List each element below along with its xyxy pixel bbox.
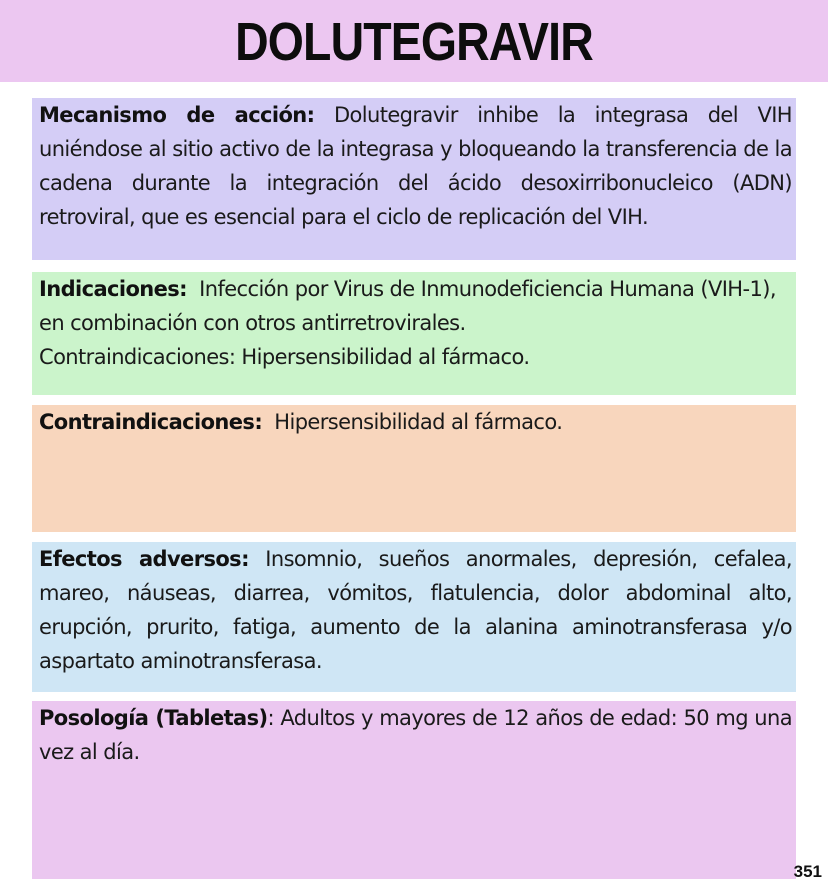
contraindicaciones-section (32, 405, 796, 532)
efectos-text: Insomnio, sueños anormales, depresión, cefalea, mareo, náuseas, diarrea, vómitos, flatulencia, dolor abdominal alto, erupción, prurito, fatiga, aumento de la alanina aminotransferasa y/o aspartato aminotransferasa. (39, 547, 792, 673)
mecanismo-paragraph (39, 98, 792, 234)
mecanismo-label: Mecanismo de acción: (39, 103, 315, 127)
indicaciones-label: Indicaciones: (39, 277, 187, 301)
contraindicaciones-label: Contraindicaciones: (39, 410, 263, 434)
efectos-paragraph (39, 542, 792, 678)
indicaciones-section (32, 272, 796, 395)
posologia-section (32, 701, 796, 879)
efectos-label: Efectos adversos: (39, 547, 249, 571)
contraindicaciones-paragraph (39, 405, 792, 439)
indicaciones-extra: Contraindicaciones: Hipersensibilidad al fármaco. (39, 345, 530, 369)
indicaciones-paragraph (39, 272, 792, 340)
mecanismo-section (32, 98, 796, 260)
page-title: DOLUTEGRAVIR (235, 12, 593, 72)
posologia-paragraph (39, 701, 792, 769)
mecanismo-text: Dolutegravir inhibe la integrasa del VIH uniéndose al sitio activo de la integrasa y bloqueando la transferencia de la cadena durante la integración del ácido desoxirribonucleico (ADN) retroviral, que es esencial para el ciclo de replicación del VIH. (39, 103, 793, 229)
posologia-label: Posología (Tabletas) (39, 706, 268, 730)
contraindicaciones-text: Hipersensibilidad al fármaco. (274, 410, 563, 434)
indicaciones-text: Infección por Virus de Inmunodeficiencia Humana (VIH-1), en combinación con otros antirretrovirales. (39, 277, 776, 335)
efectos-section (32, 542, 796, 692)
page-number: 351 (793, 862, 822, 881)
posologia-text: : Adultos y mayores de 12 años de edad: 50 mg una vez al día. (39, 706, 792, 764)
